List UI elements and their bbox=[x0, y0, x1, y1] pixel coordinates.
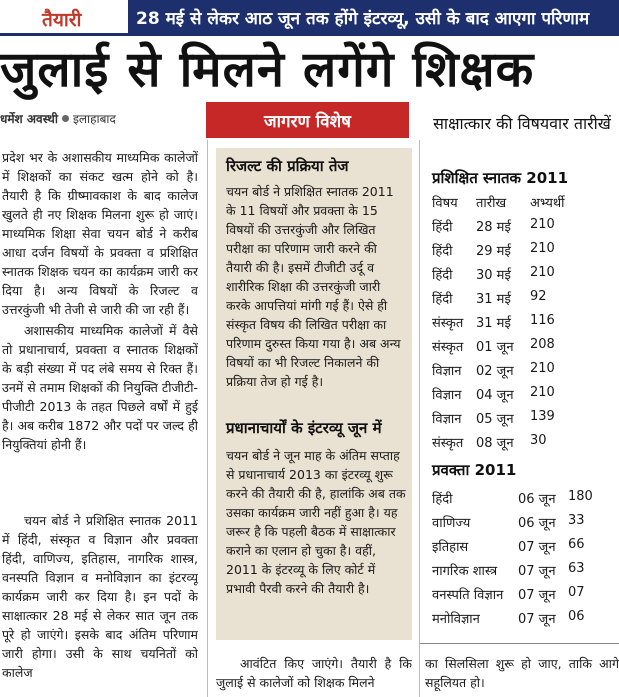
lecturer-schedule-table bbox=[432, 486, 618, 630]
table-row bbox=[432, 310, 618, 334]
subject-cell: संस्कृत bbox=[432, 436, 464, 451]
table-row bbox=[432, 286, 618, 310]
column-header: अभ्यर्थी bbox=[530, 196, 565, 211]
candidates-cell: 210 bbox=[530, 217, 555, 232]
date-cell: 28 मई bbox=[476, 220, 511, 235]
author: धर्मेश अवस्थी bbox=[0, 112, 58, 126]
byline bbox=[0, 110, 116, 127]
date-cell: 07 जून bbox=[518, 612, 556, 627]
date-cell: 06 जून bbox=[518, 492, 556, 507]
date-cell: 30 मई bbox=[476, 268, 511, 283]
candidates-cell: 210 bbox=[530, 241, 555, 256]
table-row bbox=[432, 238, 618, 262]
sidebar-box bbox=[216, 148, 412, 640]
date-cell: 31 मई bbox=[476, 292, 511, 307]
subject-cell: हिंदी bbox=[432, 292, 453, 307]
candidates-cell: 92 bbox=[530, 289, 547, 304]
top-banner bbox=[0, 0, 619, 36]
subject-cell: इतिहास bbox=[432, 540, 469, 555]
subject-cell: वनस्पति विज्ञान bbox=[432, 588, 504, 603]
candidates-cell: 66 bbox=[568, 537, 585, 552]
divider bbox=[420, 643, 619, 644]
box-heading: प्रधानाचार्यों के इंटरव्यू जून में bbox=[226, 419, 382, 437]
dateline-place: इलाहाबाद bbox=[72, 112, 116, 126]
subject-cell: संस्कृत bbox=[432, 340, 464, 355]
candidates-cell: 07 bbox=[568, 585, 585, 600]
candidates-cell: 208 bbox=[530, 337, 555, 352]
candidates-cell: 33 bbox=[568, 513, 585, 528]
special-badge-label: जागरण विशेष bbox=[264, 112, 351, 132]
box-heading: रिजल्ट की प्रक्रिया तेज bbox=[226, 157, 349, 175]
bullet-icon bbox=[62, 115, 69, 122]
candidates-cell: 30 bbox=[530, 433, 547, 448]
subject-cell: मनोविज्ञान bbox=[432, 612, 480, 627]
subject-cell: हिंदी bbox=[432, 492, 453, 507]
lecturer-heading: प्रवक्ता 2011 bbox=[432, 461, 517, 479]
date-cell: 29 मई bbox=[476, 244, 511, 259]
candidates-cell: 06 bbox=[568, 609, 585, 624]
table-row bbox=[432, 582, 618, 606]
box-paragraph: चयन बोर्ड ने जून माह के अंतिम सप्ताह से प्रधानाचार्य 2013 का इंटरव्यू शुरू करने की तैयारी की है, हालांकि अब तक उसका कार्यक्रम जारी नहीं हुआ है। यह जरूर है कि पहली बैठक में साक्षात्कार कराने का एलान हो चुका है। वहीं, 2011 के इंटरव्यू के लिए कोर्ट में प्रभावी पैरवी करने की तैयारी है। bbox=[226, 448, 406, 596]
date-cell: 08 जून bbox=[476, 436, 514, 451]
subject-cell: विज्ञान bbox=[432, 388, 462, 403]
date-cell: 04 जून bbox=[476, 388, 514, 403]
candidates-cell: 210 bbox=[530, 361, 555, 376]
article-paragraph: का सिलसिला शुरू हो जाए, ताकि आगे सहूलियत हो। bbox=[425, 656, 619, 690]
subject-cell: संस्कृत bbox=[432, 316, 464, 331]
article-paragraph: आवंटित किए जाएंगे। तैयारी है कि जुलाई से कालेजों को शिक्षक मिलने bbox=[216, 656, 412, 690]
date-cell: 02 जून bbox=[476, 364, 514, 379]
article-paragraph: प्रदेश भर के अशासकीय माध्यमिक कालेजों में शिक्षकों का संकट खत्म होने को है। तैयारी है कि ग्रीष्मावकाश के बाद कालेज खुलते ही नए शिक्षक मिलना शुरू हो जाएं। माध्यमिक शिक्षा सेवा चयन बोर्ड ने करीब आधा दर्जन विषयों के प्रवक्ता व प्रशिक्षित स्नातक शिक्षक चयन का कार्यक्रम जारी कर दिया है। अन्य विषयों के रिजल्ट व उत्तरकुंजी भी तेजी से जारी की जा रही हैं। bbox=[2, 150, 198, 317]
table-row bbox=[432, 510, 618, 534]
tgt-schedule-table bbox=[432, 190, 618, 454]
table-row bbox=[432, 214, 618, 238]
article-paragraph: अशासकीय माध्यमिक कालेजों में वैसे तो प्रधानाचार्य, प्रवक्ता व स्नातक शिक्षकों के बड़ी संख्या में पद लंबे समय से रिक्त हैं। उनमें से तमाम शिक्षकों की नियुक्ति टीजीटी-पीजीटी 2013 के तहत पिछले वर्षों में हुई है। अब करीब 1872 और पदों पर जल्द ही नियुक्तियां होनी हैं। bbox=[2, 323, 198, 452]
date-cell: 07 जून bbox=[518, 588, 556, 603]
table-row bbox=[432, 382, 618, 406]
table-row bbox=[432, 558, 618, 582]
table-header-row bbox=[432, 190, 618, 214]
date-cell: 06 जून bbox=[518, 516, 556, 531]
subject-cell: हिंदी bbox=[432, 220, 453, 235]
date-cell: 07 जून bbox=[518, 564, 556, 579]
subject-cell: वाणिज्य bbox=[432, 516, 471, 531]
schedule-title: साक्षात्कार की विषयवार तारीखें bbox=[433, 114, 611, 133]
table-row bbox=[432, 486, 618, 510]
subject-cell: विज्ञान bbox=[432, 364, 462, 379]
table-row bbox=[432, 358, 618, 382]
article-paragraph: चयन बोर्ड ने प्रशिक्षित स्नातक 2011 में हिंदी, संस्कृत व विज्ञान और प्रवक्ता हिंदी, वाणिज्य, इतिहास, नागरिक शास्त्र, वनस्पति विज्ञान व मनोविज्ञान का इंटरव्यू कार्यक्रम जारी कर दिया है। इन पदों के साक्षात्कार 28 मई से लेकर सात जून तक पूरे हो जाएंगे। इसके बाद अंतिम परिणाम जारी होगा। उसी के साथ चयनितों को कालेज bbox=[2, 513, 198, 680]
section-tag-label: तैयारी bbox=[42, 9, 82, 31]
table-row bbox=[432, 606, 618, 630]
subject-cell: विज्ञान bbox=[432, 412, 462, 427]
column-header: तारीख bbox=[476, 196, 507, 211]
column-divider bbox=[419, 140, 420, 697]
table-row bbox=[432, 430, 618, 454]
date-cell: 31 मई bbox=[476, 316, 511, 331]
candidates-cell: 210 bbox=[530, 385, 555, 400]
candidates-cell: 210 bbox=[530, 265, 555, 280]
date-cell: 01 जून bbox=[476, 340, 514, 355]
table-row bbox=[432, 534, 618, 558]
table-row bbox=[432, 406, 618, 430]
subject-cell: नागरिक शास्त्र bbox=[432, 564, 498, 579]
subject-cell: हिंदी bbox=[432, 268, 453, 283]
tgt-heading: प्रशिक्षित स्नातक 2011 bbox=[432, 169, 569, 187]
column-divider bbox=[207, 140, 208, 697]
headline: जुलाई से मिलने लगेंगे शिक्षक bbox=[0, 41, 535, 98]
column-header: विषय bbox=[432, 196, 458, 211]
section-tag bbox=[0, 0, 128, 36]
date-cell: 05 जून bbox=[476, 412, 514, 427]
candidates-cell: 116 bbox=[530, 313, 555, 328]
table-row bbox=[432, 334, 618, 358]
candidates-cell: 63 bbox=[568, 561, 585, 576]
box-paragraph: चयन बोर्ड ने प्रशिक्षित स्नातक 2011 के 11 विषयों और प्रवक्ता के 15 विषयों की उत्तरकुंजी और लिखित परीक्षा का परिणाम जारी करने की तैयारी की है। इसमें टीजीटी उर्दू व शारीरिक शिक्षा की उत्तरकुंजी जारी करके आपत्तियां मांगी गई हैं। ऐसे ही संस्कृत विषय की लिखित परीक्षा का परिणाम दुरुस्त किया गया है। अब अन्य विषयों का भी रिजल्ट निकालने की प्रक्रिया तेज हो गई है। bbox=[226, 184, 401, 389]
subheadline: 28 मई से लेकर आठ जून तक होंगे इंटरव्यू, उसी के बाद आएगा परिणाम bbox=[136, 9, 590, 29]
subject-cell: हिंदी bbox=[432, 244, 453, 259]
candidates-cell: 180 bbox=[568, 489, 593, 504]
date-cell: 07 जून bbox=[518, 540, 556, 555]
table-row bbox=[432, 262, 618, 286]
special-badge bbox=[206, 102, 409, 138]
candidates-cell: 139 bbox=[530, 409, 555, 424]
